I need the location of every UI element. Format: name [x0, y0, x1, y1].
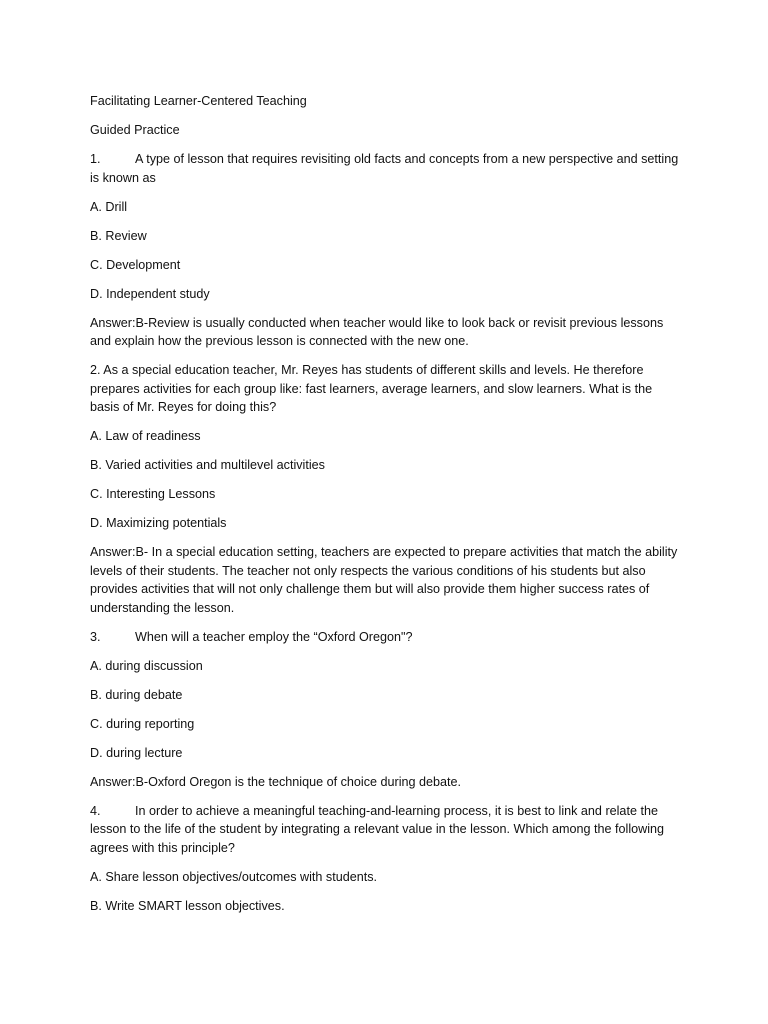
question-2: 2. As a special education teacher, Mr. Reyes has students of different skills and levels. He therefore prepares activities for each group like: fast learners, average learners, and slow learners. What is the basis of Mr. Reyes for doing this? [90, 363, 653, 414]
answer-2: Answer:B- In a special education setting, teachers are expected to prepare activities that match the ability levels of their students. The teacher not only respects the various conditions of his students but also provides activities that will not only challenge them but will also provide them higher success rates of understanding the lesson. [90, 545, 678, 615]
option-2d: D. Maximizing potentials [90, 516, 227, 530]
option-3b: B. during debate [90, 687, 183, 702]
option-1c: C. Development [90, 257, 181, 272]
question-text: A type of lesson that requires revisiting old facts and concepts from a new perspective and setting is known as [90, 152, 679, 185]
option-2b: B. Varied activities and multilevel activities [90, 458, 325, 472]
document-body [90, 92, 680, 926]
option-3d: D. during lecture [90, 745, 183, 760]
question-4 [90, 802, 680, 858]
question-1 [90, 150, 680, 187]
question-3 [90, 628, 680, 647]
option-1b: B. Review [90, 228, 147, 243]
option-4a: A. Share lesson objectives/outcomes with students. [90, 869, 378, 884]
question-text: In order to achieve a meaningful teaching-and-learning process, it is best to link and relate the lesson to the life of the student by integrating a relevant value in the lesson. Which among the following agrees with this principle? [90, 803, 665, 855]
option-2c: C. Interesting Lessons [90, 487, 216, 501]
question-number: 3. [90, 629, 101, 644]
option-3a: A. during discussion [90, 658, 203, 673]
question-number: 1. [90, 152, 101, 166]
option-2a: A. Law of readiness [90, 429, 201, 443]
document-subtitle: Guided Practice [90, 123, 180, 137]
question-text: When will a teacher employ the “Oxford Oregon"? [135, 629, 413, 644]
option-4b: B. Write SMART lesson objectives. [90, 898, 285, 913]
answer-1: Answer:B-Review is usually conducted when teacher would like to look back or revisit previous lessons and explain how the previous lesson is connected with the new one. [90, 315, 664, 348]
answer-3: Answer:B-Oxford Oregon is the technique of choice during debate. [90, 774, 462, 789]
option-3c: C. during reporting [90, 716, 195, 731]
document-title: Facilitating Learner-Centered Teaching [90, 94, 307, 108]
question-number: 4. [90, 803, 101, 818]
option-1d: D. Independent study [90, 286, 210, 301]
option-1a: A. Drill [90, 199, 128, 214]
